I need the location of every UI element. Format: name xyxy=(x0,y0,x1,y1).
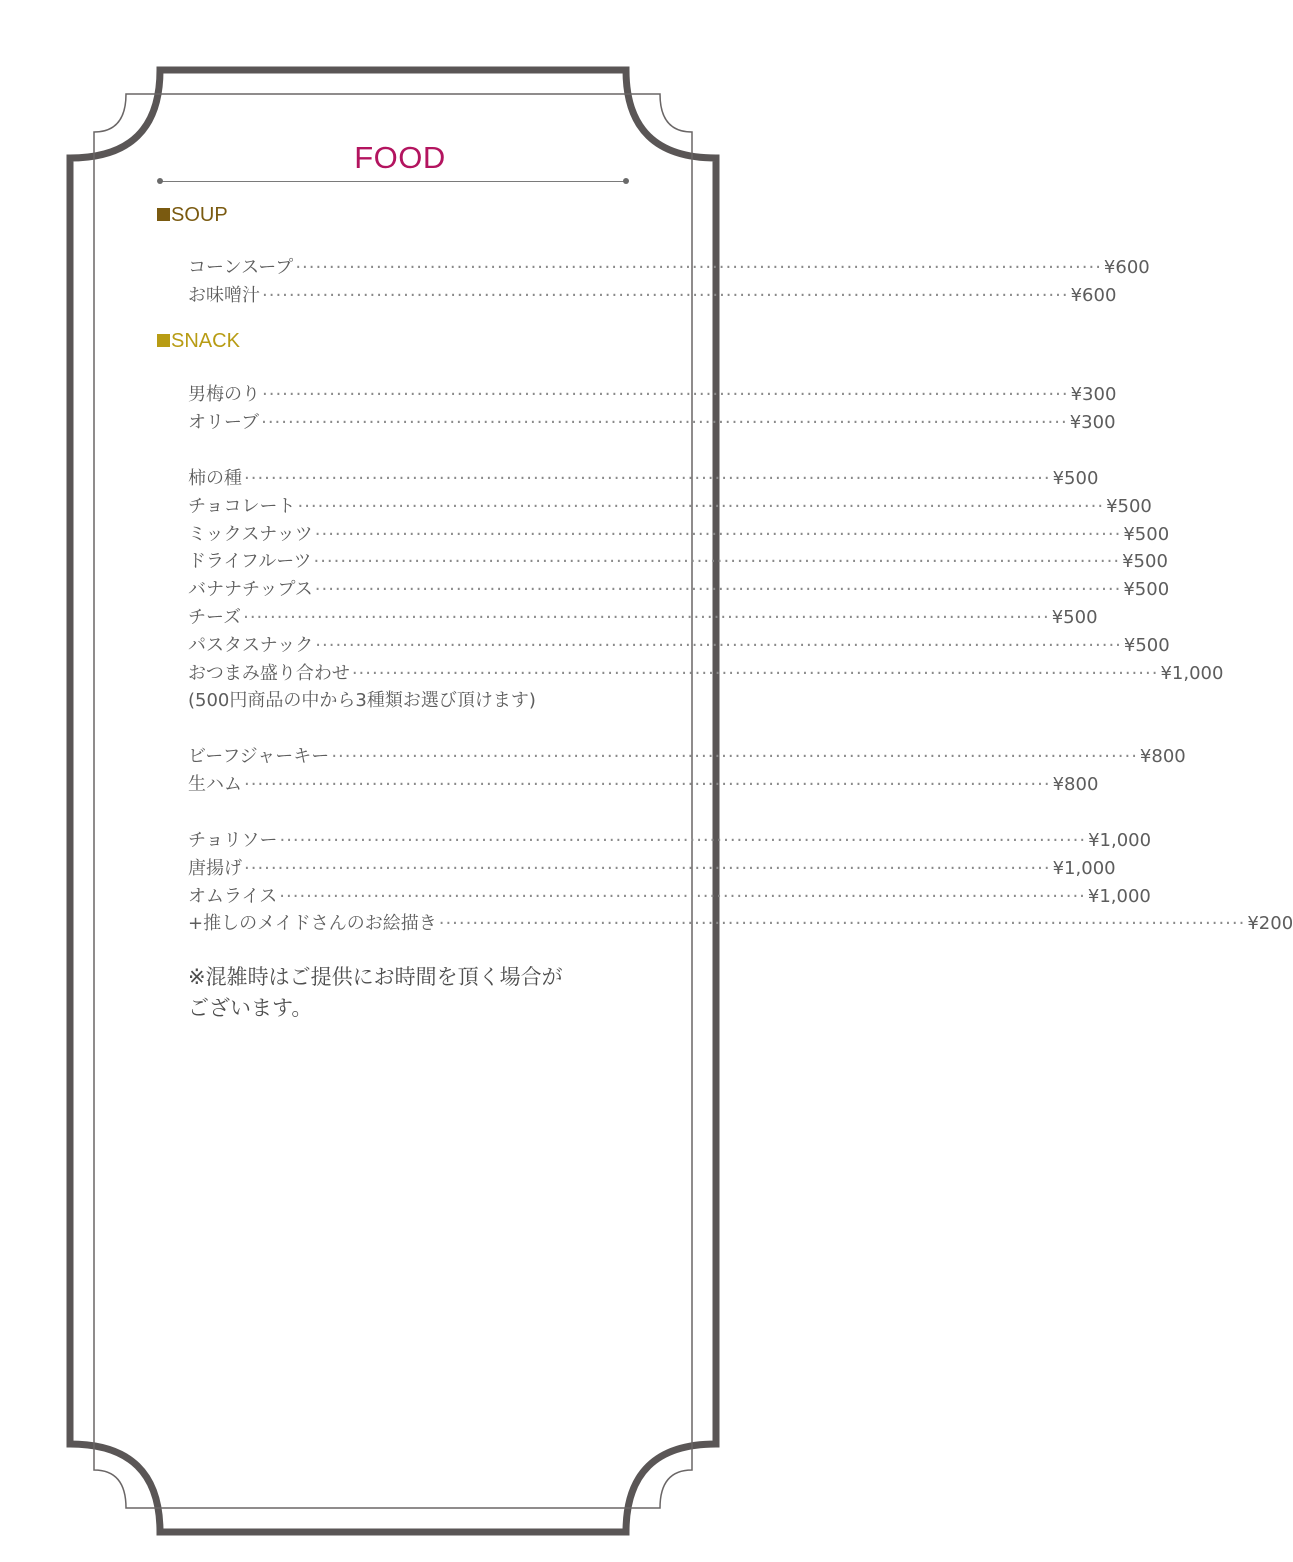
menu-item xyxy=(188,909,1293,937)
item-name: パスタスナック xyxy=(188,634,314,656)
item-price: ¥200 xyxy=(1247,913,1293,935)
leader-dots: ························································································································ xyxy=(279,885,1086,907)
item-price: ¥300 xyxy=(1069,411,1116,433)
leader-dots: ························································································································ xyxy=(297,495,1105,517)
leader-dots: ························································································································ xyxy=(438,913,1246,935)
item-price: ¥600 xyxy=(1103,257,1150,278)
item-price: ¥600 xyxy=(1070,284,1117,306)
item-name: +推しのメイドさんのお絵描き xyxy=(188,913,437,935)
item-name: バナナチップス xyxy=(188,579,313,601)
section-soup-label: SOUP xyxy=(171,204,228,226)
item-name: 唐揚げ xyxy=(188,857,242,879)
item-name: ドライフルーツ xyxy=(188,551,312,573)
leader-dots: ························································································································ xyxy=(315,634,1122,656)
divider-dot-right xyxy=(623,178,629,184)
leader-dots: ························································································································ xyxy=(295,257,1102,278)
item-name: ビーフジャーキー xyxy=(188,746,330,767)
menu-item xyxy=(188,492,1152,520)
item-name: チョリソー xyxy=(188,830,278,851)
leader-dots: ························································································································ xyxy=(243,606,1050,628)
section-snack-label: SNACK xyxy=(171,330,240,352)
square-bullet-icon xyxy=(157,208,170,221)
leader-dots: ························································································································ xyxy=(244,773,1051,795)
divider-dot-left xyxy=(157,178,163,184)
item-price: ¥800 xyxy=(1052,773,1099,795)
selection-note: (500円商品の中から3種類お選び頂けます) xyxy=(188,690,536,712)
snack-group-1 xyxy=(188,380,1117,436)
menu-item xyxy=(188,826,1152,854)
section-soup-heading xyxy=(157,204,228,227)
leader-dots: ························································································································ xyxy=(314,579,1122,601)
notice-line: ございます。 xyxy=(188,996,313,1020)
page-title: FOOD xyxy=(354,140,446,175)
notice-line: ※混雑時はご提供にお時間を頂く場合が xyxy=(188,965,563,989)
item-price: ¥300 xyxy=(1070,384,1117,405)
item-name: 生ハム xyxy=(188,773,242,795)
item-price: ¥500 xyxy=(1051,606,1098,628)
item-name: チーズ xyxy=(188,606,242,628)
item-price: ¥1,000 xyxy=(1087,885,1151,907)
item-price: ¥1,000 xyxy=(1160,662,1224,684)
item-name: お味噌汁 xyxy=(188,284,260,306)
menu-item xyxy=(188,854,1116,882)
soup-list xyxy=(188,253,1150,309)
item-name: ミックスナッツ xyxy=(188,523,313,545)
leader-dots: ························································································································ xyxy=(244,468,1051,489)
menu-item xyxy=(188,380,1117,408)
leader-dots: ························································································································ xyxy=(331,746,1138,767)
item-name: オリーブ xyxy=(188,411,260,433)
item-name: おつまみ盛り合わせ xyxy=(188,662,350,684)
leader-dots: ························································································································ xyxy=(262,384,1069,405)
item-price: ¥500 xyxy=(1123,523,1170,545)
snack-group-4 xyxy=(188,826,1293,937)
menu-item xyxy=(188,547,1168,575)
item-price: ¥1,000 xyxy=(1052,857,1116,879)
menu-item xyxy=(188,631,1170,659)
menu-item xyxy=(188,575,1170,603)
menu-item xyxy=(188,770,1099,798)
leader-dots: ························································································································ xyxy=(279,830,1087,851)
leader-dots: ························································································································ xyxy=(351,662,1159,684)
section-snack-heading xyxy=(157,330,240,353)
menu-item xyxy=(188,659,1224,687)
item-price: ¥500 xyxy=(1122,551,1168,573)
item-price: ¥500 xyxy=(1123,579,1170,601)
menu-item xyxy=(188,603,1098,631)
leader-dots: ························································································································ xyxy=(244,857,1051,879)
busy-time-notice xyxy=(188,962,608,1024)
leader-dots: ························································································································ xyxy=(314,523,1122,545)
menu-item xyxy=(188,464,1099,492)
leader-dots: ························································································································ xyxy=(262,284,1069,306)
item-price: ¥500 xyxy=(1052,468,1099,489)
menu-item xyxy=(188,408,1116,436)
item-name: コーンスープ xyxy=(188,257,294,278)
menu-item xyxy=(188,253,1150,281)
item-name: オムライス xyxy=(188,885,278,907)
snack-group-3 xyxy=(188,742,1186,798)
square-bullet-icon xyxy=(157,334,170,347)
item-price: ¥1,000 xyxy=(1088,830,1152,851)
item-name: チョコレート xyxy=(188,495,296,517)
title-divider xyxy=(160,181,626,182)
menu-item xyxy=(188,742,1186,770)
menu-item xyxy=(188,520,1170,548)
leader-dots: ························································································································ xyxy=(313,551,1121,573)
menu-item xyxy=(188,882,1151,910)
leader-dots: ························································································································ xyxy=(261,411,1068,433)
menu-item xyxy=(188,281,1117,309)
item-name: 柿の種 xyxy=(188,468,242,489)
snack-group-2 xyxy=(188,464,1224,714)
item-price: ¥500 xyxy=(1123,634,1170,656)
item-price: ¥500 xyxy=(1106,495,1152,517)
item-name: 男梅のり xyxy=(188,384,260,405)
item-price: ¥800 xyxy=(1139,746,1186,767)
